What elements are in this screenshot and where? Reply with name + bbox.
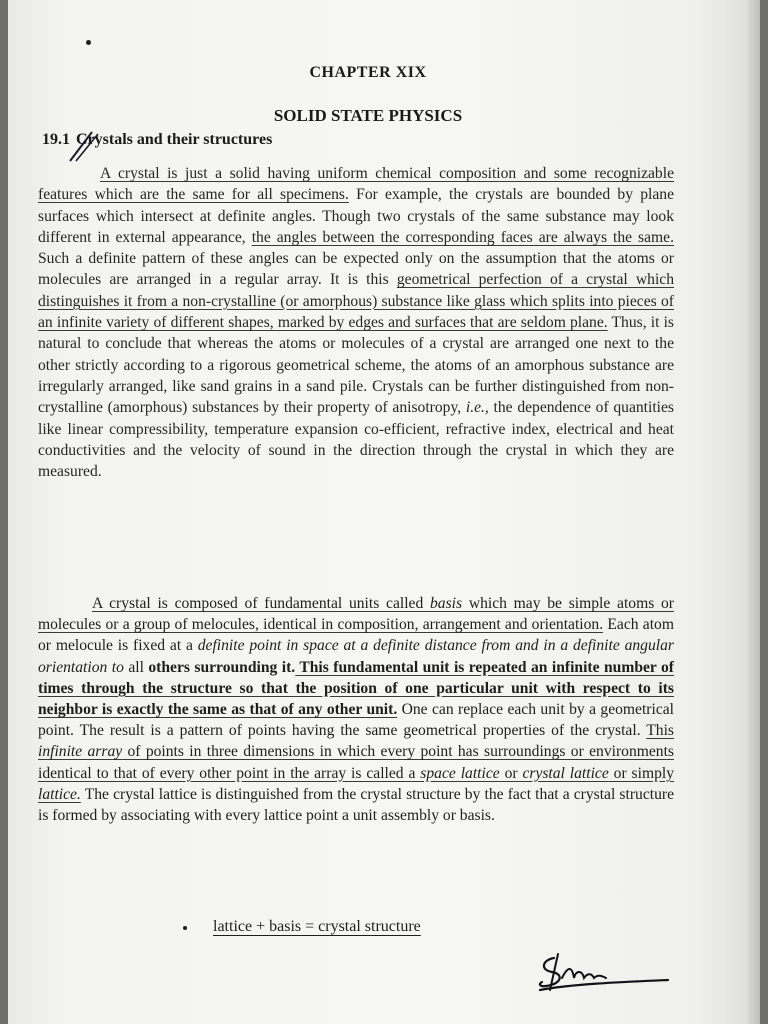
- underlined-text: the angles between the corresponding faces are always the same.: [251, 228, 674, 246]
- underlined-text: of points in three dimensions in which every point has surroundings or environments identical to that of every other point in the array is called a: [38, 743, 674, 782]
- paragraph-text: Each atom or melocule is fixed at a: [38, 616, 674, 655]
- underlined-text: This: [646, 722, 674, 740]
- italic-term-infinite-array: infinite array: [38, 743, 123, 761]
- underlined-text: geometrical perfection of a crystal which distinguishes it from a non-crystalline (or amorphous) substance like glass which splits into pieces of an infinite variety of different shapes, marked by edges and surfaces that are seldom plane.: [38, 271, 674, 332]
- italic-term-space-lattice: space lattice: [420, 764, 500, 782]
- pen-slash-mark: [66, 128, 110, 164]
- paragraph-crystal-basis: [38, 593, 674, 826]
- signature-icon: [532, 948, 672, 996]
- chapter-label: CHAPTER XIX: [309, 64, 427, 81]
- bold-text: others surrounding it.: [148, 658, 296, 676]
- ink-dot: [86, 40, 91, 45]
- paragraph-text: Thus, it is natural to conclude that whereas the atoms or molecules of a crystal are arranged one next to the other strictly according to a rigorous geometrical scheme, the atoms of an amorphous substance are irregularly arranged, like sand grains in a sand pile. Crystals can be further distinguished from non-crystalline (amorphous) substances by their property of anisotropy,: [38, 314, 674, 417]
- italic-term-lattice: lattice.: [38, 785, 81, 803]
- underlined-text: which may be simple atoms or molecules or a group of melocules, identical in composition, arrangement and orientation.: [38, 595, 675, 634]
- underlined-bold-text: This fundamental unit is repeated an infinite number of times through the structure so that the position of one particular unit with respect to its neighbor is exactly the same as that of any other unit.: [38, 658, 674, 719]
- paragraph-text: Such a definite pattern of these angles can be expected only on the assumption that the atoms or molecules are arranged in a regular array. It is this: [38, 250, 674, 289]
- paragraph-text: The crystal lattice is distinguished from the crystal structure by the fact that a crystal structure is formed by associating with every lattice point a unit assembly or basis.: [38, 785, 674, 825]
- section-heading-text: Crystals and their structures: [76, 131, 273, 148]
- italic-term-crystal-lattice: crystal lattice: [522, 764, 609, 782]
- paragraph-text: For example, the crystals are bounded by plane surfaces which intersect at definite angles. Though two crystals of the same substance may look different in external appearance,: [38, 186, 675, 246]
- book-page: [8, 0, 760, 1024]
- paragraph-text: One can replace each unit by a geometrical point. The result is a pattern of points having the same geometrical properties of the crystal.: [38, 701, 674, 740]
- chapter-title: SOLID STATE PHYSICS: [273, 106, 463, 125]
- crystal-structure-formula: lattice + basis = crystal structure: [213, 918, 421, 935]
- italic-term-basis: basis: [430, 595, 463, 612]
- underlined-text: A crystal is just a solid having uniform chemical composition and some recognizable features which are the same for all specimens.: [38, 165, 674, 204]
- italic-text: i.e.,: [465, 399, 489, 417]
- paragraph-crystals-intro: [38, 163, 674, 482]
- paragraph-text: the dependence of quantities like linear compressibility, temperature expansion co-efficient, refractive index, electrical and heat conductivities and the velocity of sound in the direction through the crystal in which they are measured.: [38, 399, 674, 481]
- formula-bullet: [183, 926, 187, 930]
- italic-text: definite point in space at a definite distance from and in a definite angular orientation to: [38, 637, 674, 676]
- section-number: 19.1: [42, 131, 70, 148]
- underlined-text: or simply: [608, 764, 674, 782]
- page-spine-shadow: [748, 0, 760, 1024]
- paragraph-text: all: [123, 658, 149, 676]
- underlined-text: or: [499, 764, 523, 782]
- underlined-text: A crystal is composed of fundamental units called: [92, 595, 430, 612]
